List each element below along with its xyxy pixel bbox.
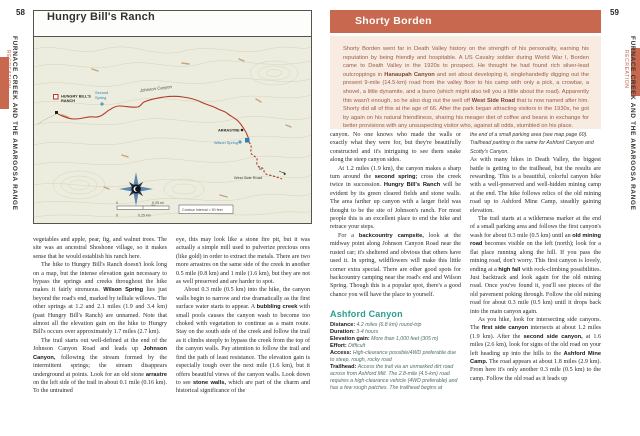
wilson-spring-icon	[238, 140, 242, 144]
map-label-ranch-1: HUNGRY BILL'S	[61, 93, 91, 99]
sidebar-title-right: FURNACE CREEK AND THE AMARGOSA RANGE	[629, 36, 636, 211]
sidebar-subtitle-left: RECREATION	[5, 50, 11, 89]
trail-map-box	[33, 10, 312, 224]
sidebar-subtitle-right: RECREATION	[623, 50, 629, 89]
roadend-marker-icon	[245, 138, 250, 143]
sidebar-title-left: FURNACE CREEK AND THE AMARGOSA RANGE	[11, 36, 18, 211]
map-label-second-spring-1: Second	[95, 90, 109, 95]
trail-stats	[330, 322, 461, 392]
stat-distance: Distance: 4.2 miles (6.8 km) round-trip	[330, 322, 422, 329]
paragraph: vegetables and apple, pear, fig, and walnut trees. The site was an ancestral Shoshone village, so it makes sense that he would establish his ranch here.	[33, 237, 167, 260]
page-number-left: 58	[16, 8, 25, 17]
intro-paragraph: Shorty Borden went far in Death Valley history on the strength of his personality, earning his reputation by being friendly and hospitable. A US Cavalry soldier during World War I, Borden came to Death Valley in the 1920s to prospect. He thought he had found rich silver-lead outcroppings in Hanaupah Canyon and set about developing it, singlehandedly digging out the present 9-mile (14.5-km) road from the valley floor to his camp with only a pick, a crowbar, a shovel, a little dynamite, and a burro (which might also tell you a little about the road). Apparently this wasn't enough, so he also dug out the well off West Side Road that is now named after him. Shorty did all of this at the age of 66. After the park began attracting visitors in the 1930s, he got by again on his natural friendliness, sharing his meager diet of coffee and beans in exchange for better provisions with any unsuspecting visitor who, against all odds, stumbled on his place.	[343, 46, 590, 130]
compass-rose-icon	[119, 172, 153, 206]
paragraph: For a backcountry campsite, look at the midway point along Johnson Canyon Road near the rusted car; it's sheltered and obvious that others have used it. In spring, wildflowers will make this little corner extra special. There are other good spots for backcountry camping near the road's end and Wilson Spring. Though this is a popular spot, there's a good chance you will have the place to yourself.	[330, 232, 462, 298]
map-label-arrastre: ARRASTRE	[218, 127, 240, 133]
arrastre-dot-icon	[241, 129, 244, 132]
trail-heading: Ashford Canyon	[330, 309, 403, 320]
trail-map	[34, 37, 311, 223]
paragraph: As you hike, look for intersecting side canyons. The first side canyon intersects at about 1.2 miles (1.9 km). After the second side canyon, at 1.6 miles (2.6 km), look for signs of the old road on your left heading up into the hills to the Ashford Mine Camp. The road appears at about 1.8 miles (2.9 km). From here it's only another 0.3 mile (0.5 km) to the camp. Follow the old road as it leads up	[470, 316, 602, 382]
paragraph: The trail starts at a wilderness marker at the end of a small parking area and follows the first canyon's wash for about 0.3 mile (0.5 km) until an old mining road becomes visible on the left (north); look for a flat place running along the hill. If you pass the mining road, don't worry. This first canyon is lovely, ending at a high fall with rock-climbing possibilities. Just backtrack and look again for the old mining road. Once you've found it, you'll see pieces of the old pavement poking through. Follow the old mining road for about 0.3 mile (0.5 km) until it drops back into the main canyon again.	[470, 216, 602, 315]
trail-path-dashed	[249, 142, 282, 179]
sidebar-left	[5, 36, 18, 211]
intro-box	[330, 36, 601, 129]
stat-duration: Duration: 3-4 hours	[330, 329, 379, 336]
stat-access: Access: High-clearance possible/4WD preferable due to steep, rough, rocky road	[330, 350, 457, 364]
right-page-column-1	[330, 131, 461, 392]
section-header: Shorty Borden	[330, 10, 601, 33]
page-number-right: 59	[610, 8, 619, 17]
svg-text:Contour Interval = 50 feet: Contour Interval = 50 feet	[182, 208, 223, 212]
svg-text:0: 0	[116, 213, 118, 218]
paragraph: At 1.2 miles (1.9 km), the canyon makes a sharp turn around the second spring; cross the creek twice in succession. Hungry Bill's Ranch will be evident by its green cleared fields and stone walls. The area farther up canyon with a larger field was thought to be the site of Johnson's ranch. For most people this is an excellent place to end the hike and retrace your steps.	[330, 165, 462, 231]
contour-note-box	[179, 205, 233, 214]
stat-trailhead: Trailhead: Access the trail via an unmarked dirt road across from Ashford Mill. The 2.8-mile (4.5-km) road requires a high-clearance vehicle (4WD preferable) and has a few rough patches. The trailhead begins at	[330, 364, 458, 392]
svg-text:0: 0	[116, 201, 118, 205]
sidebar-right	[623, 36, 636, 211]
paragraph: As with many hikes in Death Valley, the biggest battle is getting to the trailhead, but the results are rewarding. This is a beautiful, colorful canyon hike with a well-preserved and well-hidden mining camp at the end. The hike follows relics of the old mining road up to Ashford Mine Camp, steadily gaining elevation.	[470, 157, 601, 214]
svg-text:0.25 km: 0.25 km	[138, 213, 151, 218]
paragraph: eye, this may look like a stone fire pit, but it was actually a simple mill used to pulverize precious ores (like gold) in order to extract the metals. There are two more arrastres on the same side of the creek in another 0.5 mile (0.8 km) and 1 mile (1.6 km), but they are not as well preserved and are harder to spot.	[176, 237, 310, 286]
right-page-column-2	[470, 131, 601, 392]
map-label-second-spring-2: Spring	[95, 95, 107, 100]
paragraph: About 0.3 mile (0.5 km) into the hike, the canyon walls begin to narrow and rise dramatically as the first surface water starts to appear. A bubbling creek with small pools causes the canyon wash to become too choked with vegetation to continue as a main route. Stay on the south side of the creek and follow the trail as it climbs steeply to bypass the creek from the top of the canyon walls. Pay attention to follow the trail and find the path of least resistance. The elevation gain is especially tough over the next mile (1.6 km), but it offers beautiful views of the canyon walls. Look down to see stone walls, which are part of the charm and historical significance of the	[176, 287, 311, 395]
road-arrow-icon	[279, 171, 286, 175]
map-title: Hungry Bill's Ranch	[34, 11, 311, 37]
trailend-marker-icon	[55, 111, 58, 114]
map-label-wilson-spring: Wilson Spring	[214, 140, 239, 145]
trailhead-note-continued: the end of a small parking area (see map page 60). Trailhead parking is the same for Ashford Canyon and Scotty's Canyon.	[470, 132, 594, 155]
left-page-column-1	[33, 236, 167, 396]
trail-path	[58, 93, 249, 140]
right-page-body	[330, 131, 601, 392]
svg-text:0.25 mi: 0.25 mi	[152, 201, 164, 205]
stat-effort: Effort: Difficult	[330, 343, 366, 350]
map-label-road: West Side Road	[234, 175, 263, 180]
left-page-column-2	[176, 236, 310, 396]
left-page-body	[33, 236, 310, 396]
paragraph: The hike to Hungry Bill's Ranch doesn't look long on a map, but the intense elevation gain necessary to bypass the springs and creeks throughout the hike makes it fairly strenuous. Wilson Spring lies just beyond the road's end, marked by telltale willows. The other springs at 1.2 and 2.1 miles (1.9 and 3.4 km) (past Hungry Bill's Ranch) are unnamed. Note that almost all the elevation gain on the hike to Hungry Bill's occurs over approximately 1.7 miles (2.7 km).	[33, 262, 167, 336]
stat-elevation: Elevation gain: More than 1,000 feet (305 m)	[330, 336, 439, 343]
paragraph: canyon. No one knows who made the walls or exactly what they were for, but they're beautifully constructed and it's intriguing to see them snake along the steep canyon sides.	[330, 132, 461, 164]
second-spring-icon	[100, 102, 104, 106]
map-label-johnson-canyon: Johnson Canyon	[139, 84, 173, 93]
contour-lines	[34, 47, 311, 217]
paragraph: The trail starts out well-defined at the end of the Johnson Canyon Road and leads up Johnson Canyon, following the stream formed by the intermittent springs; the stream disappears underground at points. Look for an old stone arrastre on the left side of the trail in about 0.1 mile (0.16 km). To the untrained	[33, 337, 167, 395]
map-label-to: To	[258, 166, 263, 171]
ranch-marker-icon	[54, 95, 59, 100]
map-label-ranch-2: RANCH	[61, 98, 76, 103]
